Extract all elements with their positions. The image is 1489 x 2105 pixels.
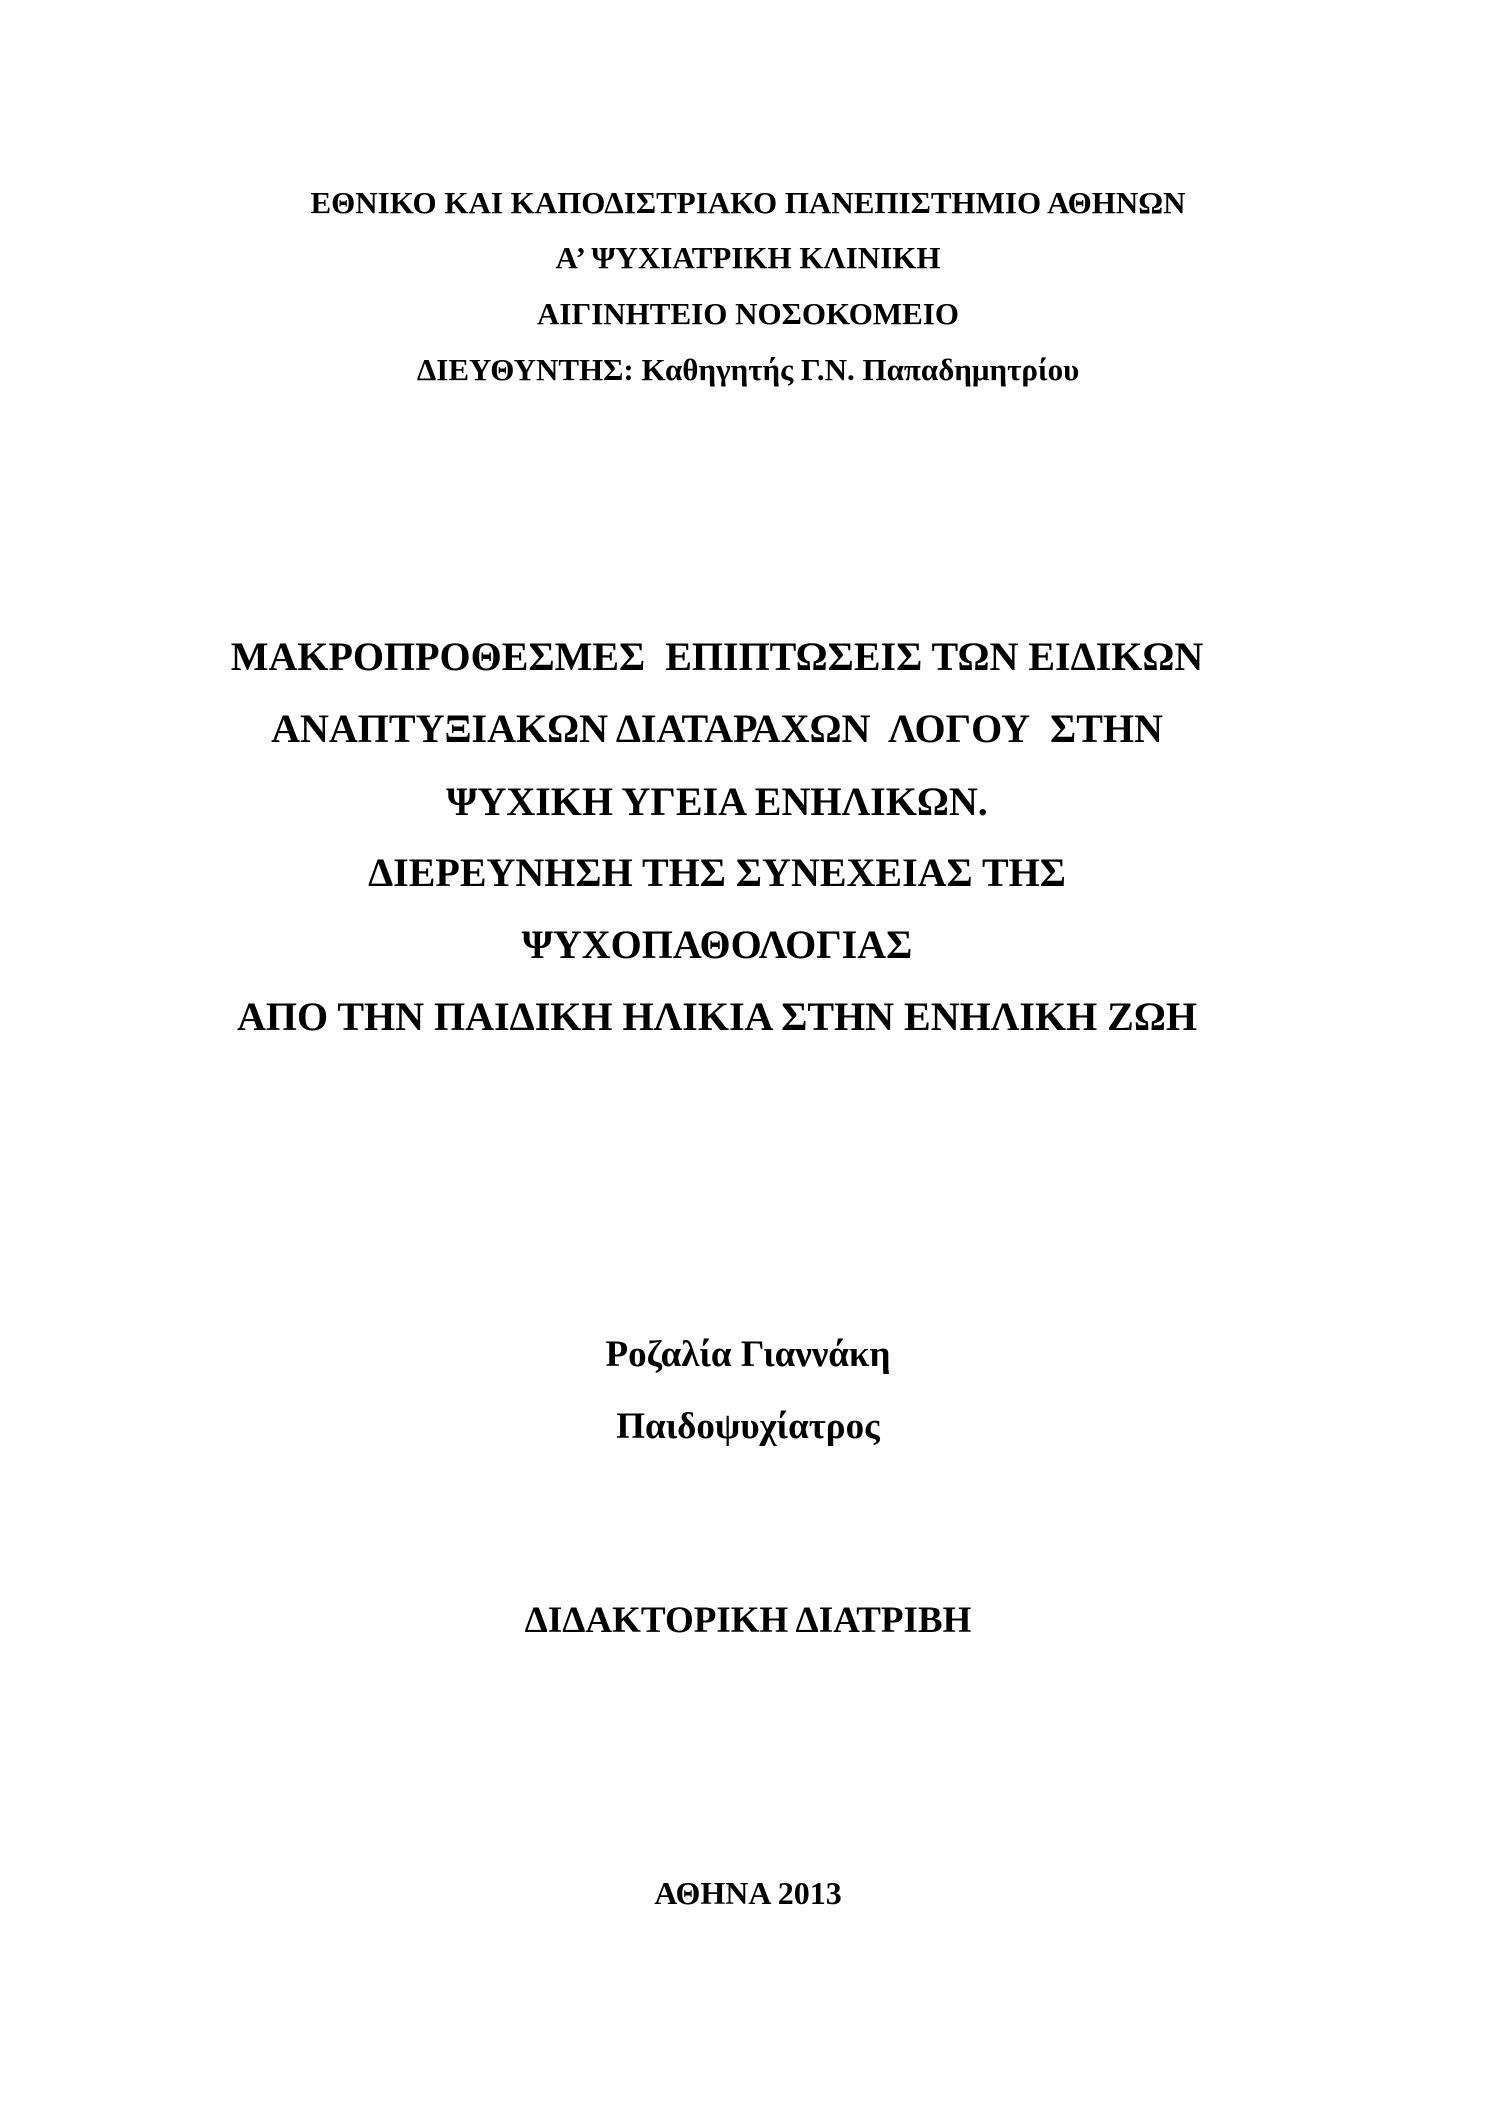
- title-line: ΨΥΧΙΚΗ ΥΓΕΙΑ ΕΝΗΛΙΚΩΝ.: [446, 779, 988, 824]
- author-role: Παιδοψυχίατρος: [616, 1406, 880, 1447]
- degree-type: ΔΙΔΑΚΤΟΡΙΚΗ ΔΙΑΤΡΙΒΗ: [524, 1600, 972, 1641]
- title-line: ΑΝΑΠΤΥΞΙΑΚΩΝ ΔΙΑΤΑΡΑΧΩΝ ΛΟΓΟΥ ΣΤΗΝ: [271, 706, 1163, 751]
- title-line: ΔΙΕΡΕΥΝΗΣΗ ΤΗΣ ΣΥΝΕΧΕΙΑΣ ΤΗΣ: [368, 850, 1066, 895]
- clinic-name: Α’ ΨΥΧΙΑΤΡΙΚΗ ΚΛΙΝΙΚΗ: [555, 240, 941, 275]
- author-name: Ροζαλία Γιαννάκη: [605, 1334, 891, 1375]
- hospital-name: ΑΙΓΙΝΗΤΕΙΟ ΝΟΣΟΚΟΜΕΙΟ: [537, 296, 959, 331]
- place-and-year: ΑΘΗΝΑ 2013: [654, 1875, 842, 1911]
- title-line: ΨΥΧΟΠΑΘΟΛΟΓΙΑΣ: [521, 922, 913, 967]
- title-line: ΜΑΚΡΟΠΡΟΘΕΣΜΕΣ ΕΠΙΠΤΩΣΕΙΣ ΤΩΝ ΕΙΔΙΚΩΝ: [230, 634, 1204, 679]
- university-name: ΕΘΝΙΚΟ ΚΑΙ ΚΑΠΟΔΙΣΤΡΙΑΚΟ ΠΑΝΕΠΙΣΤΗΜΙΟ ΑΘΗΝΩΝ: [310, 185, 1186, 220]
- director-line: ΔΙΕΥΘΥΝΤΗΣ: Καθηγητής Γ.Ν. Παπαδημητρίου: [416, 352, 1080, 387]
- title-line: ΑΠΟ ΤΗΝ ΠΑΙΔΙΚΗ ΗΛΙΚΙΑ ΣΤΗΝ ΕΝΗΛΙΚΗ ΖΩΗ: [236, 994, 1198, 1039]
